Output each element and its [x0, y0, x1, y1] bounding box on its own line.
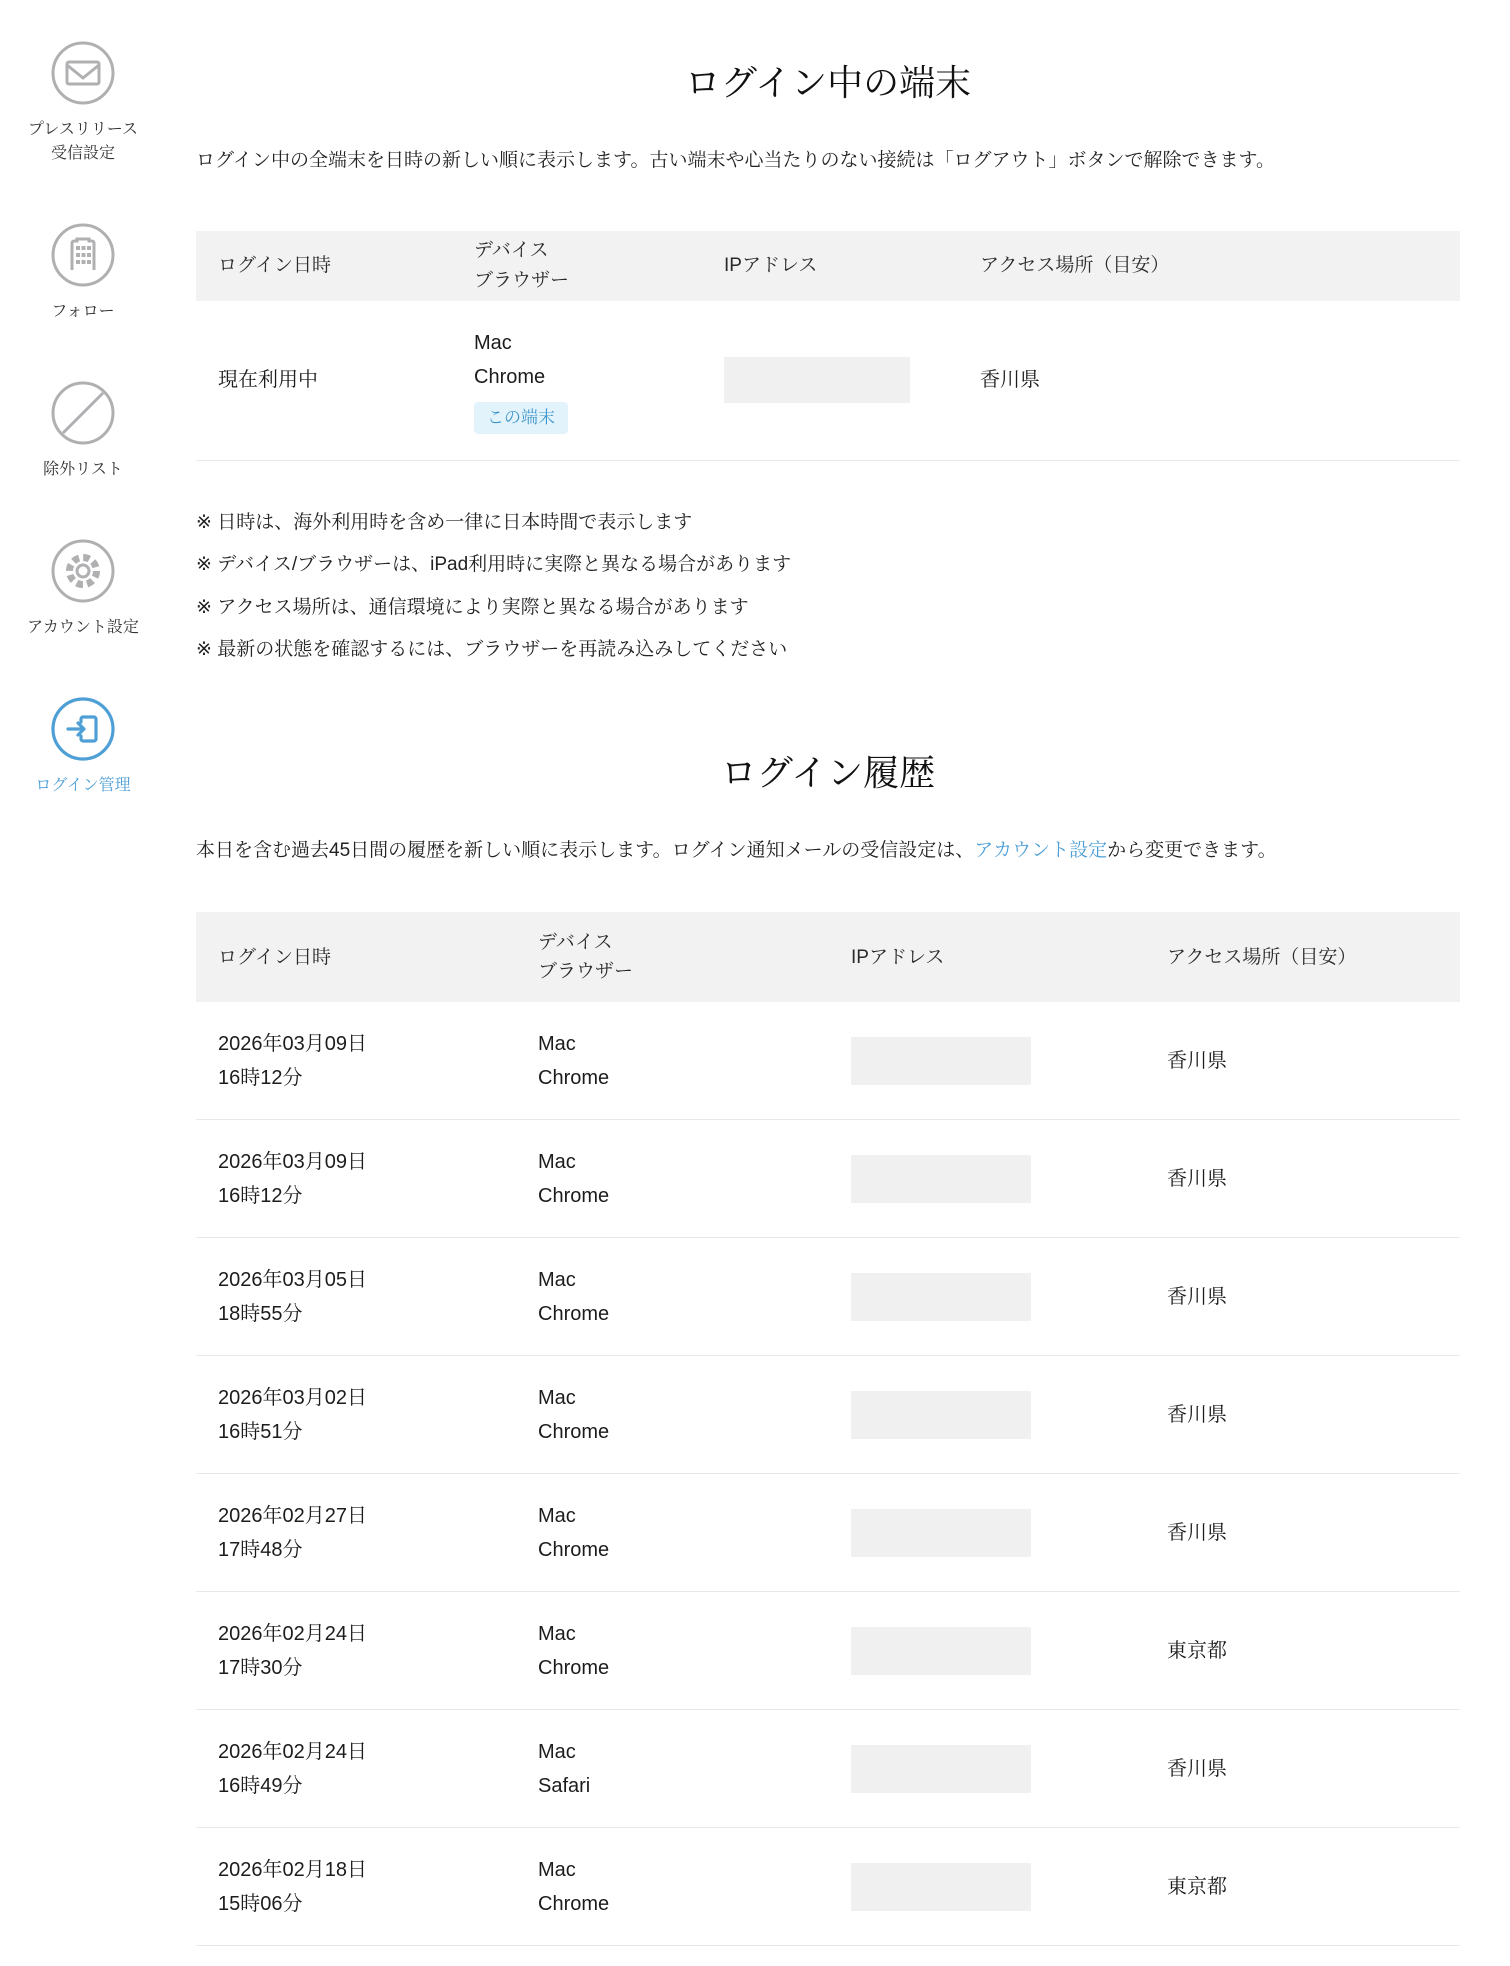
main-content: [166, 0, 1510, 1946]
login-time: 18時55分: [218, 1302, 303, 1325]
login-date: 2026年02月24日: [218, 1740, 367, 1763]
sidebar-item-label: フォロー: [51, 303, 115, 320]
sidebar-item-exclusion-list[interactable]: [0, 380, 166, 482]
gear-icon: [50, 538, 116, 604]
browser-name: Chrome: [538, 1184, 610, 1207]
login-date: 2026年03月09日: [218, 1150, 367, 1173]
note-item: ※ デバイス/ブラウザーは、iPad利用時に実際と異なる場合があります: [196, 554, 792, 576]
login-date: 2026年03月05日: [218, 1268, 367, 1291]
device-name: Mac: [538, 1858, 576, 1881]
device-name: Mac: [538, 1504, 576, 1527]
notes-list: [196, 509, 1460, 664]
access-location: 香川県: [1167, 1285, 1227, 1308]
login-date: 2026年02月27日: [218, 1504, 367, 1527]
login-time: 16時12分: [218, 1184, 303, 1207]
sidebar-item-press-release-settings[interactable]: [0, 40, 166, 166]
device-name: Mac: [538, 1268, 576, 1291]
login-time: 15時06分: [218, 1892, 303, 1915]
column-header-login-datetime: ログイン日時: [218, 254, 332, 276]
login-date: 2026年03月02日: [218, 1386, 367, 1409]
this-device-badge: この端末: [474, 402, 568, 434]
column-header-device-browser: デバイス ブラウザー: [538, 931, 634, 983]
access-location: 香川県: [1167, 1757, 1227, 1780]
devices-section-title: ログイン中の端末: [684, 62, 972, 103]
login-time: 16時12分: [218, 1066, 303, 1089]
block-icon: [50, 380, 116, 446]
history-row: [196, 1828, 1460, 1946]
access-location: 香川県: [1167, 1167, 1227, 1190]
column-header-device-browser: デバイス ブラウザー: [474, 240, 570, 291]
note-item: ※ 最新の状態を確認するには、ブラウザーを再読み込みしてください: [196, 639, 788, 661]
browser-name: Chrome: [538, 1538, 610, 1561]
sidebar: [0, 0, 166, 1946]
history-section-title: ログイン履歴: [720, 751, 936, 793]
device-name: Mac: [538, 1150, 576, 1173]
devices-table-header: [196, 231, 1460, 301]
login-time: 17時30分: [218, 1656, 303, 1679]
redacted-ip-box: [851, 1391, 1031, 1439]
login-date: 2026年03月09日: [218, 1032, 367, 1055]
history-row: [196, 1356, 1460, 1474]
sidebar-item-label: プレスリリース 受信設定: [27, 121, 139, 162]
device-name: Mac: [538, 1032, 576, 1055]
browser-name: Chrome: [474, 366, 546, 388]
column-header-ip-address: IPアドレス: [851, 946, 945, 968]
access-location: 香川県: [1167, 1403, 1227, 1426]
login-time: 16時49分: [218, 1774, 303, 1797]
sidebar-item-follow[interactable]: [0, 222, 166, 324]
history-row: [196, 1238, 1460, 1356]
login-time: 17時48分: [218, 1538, 303, 1561]
sidebar-item-label: アカウント設定: [27, 619, 139, 636]
history-table-header: [196, 912, 1460, 1002]
device-name: Mac: [538, 1386, 576, 1409]
column-header-login-datetime: ログイン日時: [218, 946, 332, 968]
login-date: 2026年02月24日: [218, 1622, 367, 1645]
device-browser-cell: [452, 326, 702, 434]
envelope-icon: [50, 40, 116, 106]
redacted-ip-box: [851, 1155, 1031, 1203]
access-location: 香川県: [980, 369, 1040, 392]
access-location: 香川県: [1167, 1521, 1227, 1544]
column-header-ip-address: IPアドレス: [724, 254, 818, 276]
access-location: 東京都: [1167, 1875, 1227, 1898]
history-row: [196, 1474, 1460, 1592]
sidebar-item-account-settings[interactable]: [0, 538, 166, 640]
building-icon: [50, 222, 116, 288]
device-name: Mac: [538, 1740, 576, 1763]
sidebar-item-label: ログイン管理: [35, 777, 131, 794]
access-location: 東京都: [1167, 1639, 1227, 1662]
history-row: [196, 1710, 1460, 1828]
history-table: [196, 912, 1460, 1946]
redacted-ip-box: [851, 1509, 1031, 1557]
ip-cell: [702, 357, 958, 403]
devices-table: [196, 231, 1460, 461]
history-row: [196, 1002, 1460, 1120]
note-item: ※ アクセス場所は、通信環境により実際と異なる場合があります: [196, 596, 749, 618]
login-time: 16時51分: [218, 1420, 303, 1443]
column-header-access-location: アクセス場所（目安）: [980, 254, 1170, 276]
browser-name: Chrome: [538, 1066, 610, 1089]
history-row: [196, 1120, 1460, 1238]
browser-name: Chrome: [538, 1892, 610, 1915]
login-icon: [50, 696, 116, 762]
device-row: [196, 301, 1460, 461]
redacted-ip-box: [851, 1273, 1031, 1321]
login-date: 2026年02月18日: [218, 1858, 367, 1881]
redacted-ip-box: [724, 357, 910, 403]
sidebar-item-login-management[interactable]: [0, 696, 166, 798]
device-name: Mac: [538, 1622, 576, 1645]
column-header-access-location: アクセス場所（目安）: [1167, 946, 1357, 968]
device-status: 現在利用中: [218, 369, 318, 392]
redacted-ip-box: [851, 1745, 1031, 1793]
history-section-description: 本日を含む過去45日間の履歴を新しい順に表示します。ログイン通知メールの受信設定は、アカウント設定から変更できます。: [196, 839, 1277, 861]
redacted-ip-box: [851, 1627, 1031, 1675]
devices-section-description: ログイン中の全端末を日時の新しい順に表示します。古い端末や心当たりのない接続は「ログアウト」ボタンで解除できます。: [196, 150, 1276, 171]
device-name: Mac: [474, 332, 512, 354]
note-item: ※ 日時は、海外利用時を含め一律に日本時間で表示します: [196, 511, 693, 533]
account-settings-link[interactable]: アカウント設定: [974, 839, 1108, 861]
redacted-ip-box: [851, 1037, 1031, 1085]
access-location: 香川県: [1167, 1049, 1227, 1072]
history-row: [196, 1592, 1460, 1710]
sidebar-item-label: 除外リスト: [43, 461, 123, 478]
browser-name: Chrome: [538, 1302, 610, 1325]
browser-name: Safari: [538, 1774, 591, 1797]
browser-name: Chrome: [538, 1420, 610, 1443]
redacted-ip-box: [851, 1863, 1031, 1911]
browser-name: Chrome: [538, 1656, 610, 1679]
